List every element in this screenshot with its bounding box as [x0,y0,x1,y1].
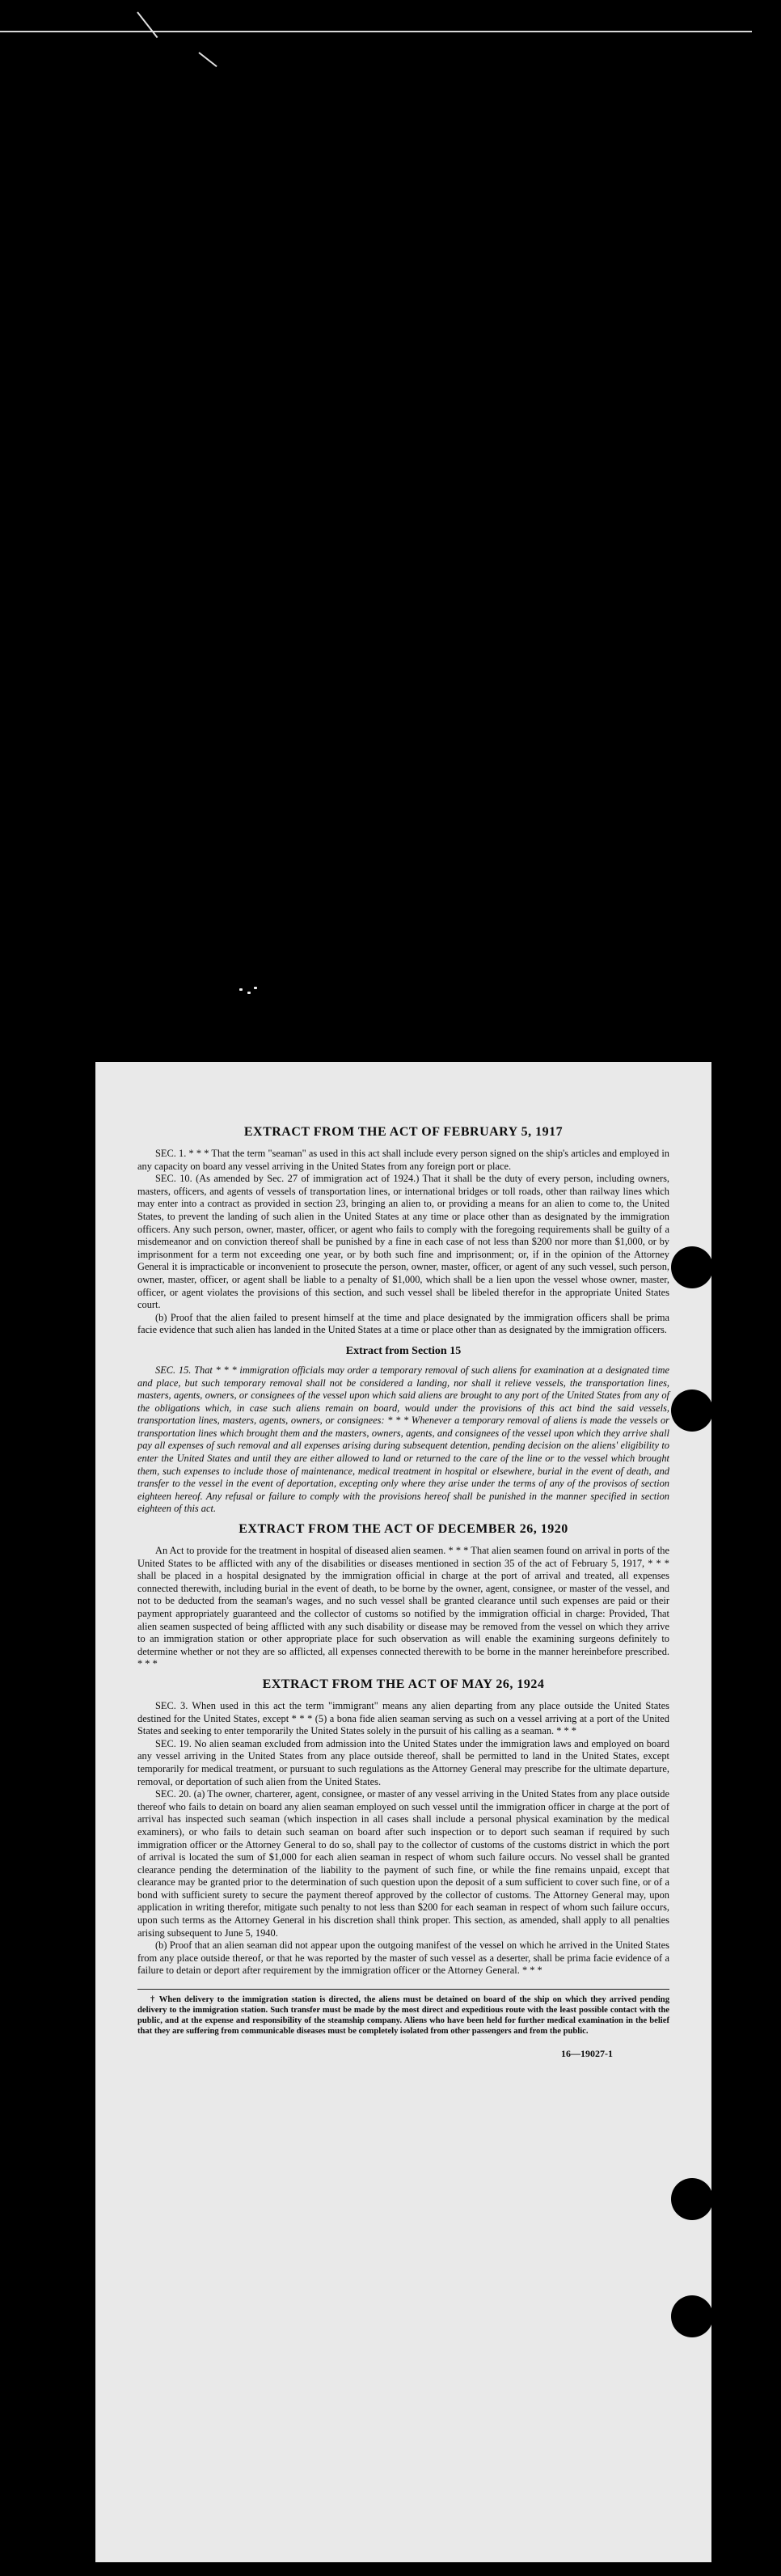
section-heading-1924: EXTRACT FROM THE ACT OF MAY 26, 1924 [262,1677,545,1691]
scan-edge-line [0,31,752,32]
paragraph-sec10b: (b) Proof that the alien failed to present himself at the time and place designated by the immigration officers shall be prima facie evidence that such alien has landed in the United States at a time or place other than as designated by the immigration officers. [137,1311,669,1336]
scan-speck [254,987,257,989]
paragraph-sec1: SEC. 1. * * * That the term "seaman" as used in this act shall include every person signed on the ship's articles and employed in any capacity on board any vessel arriving in the United States from any foreign port or place. [137,1148,669,1172]
punch-hole [671,2178,713,2220]
paragraph-sec20b: (b) Proof that an alien seaman did not appear upon the outgoing manifest of the vessel on which he arrived in the United States from any place outside thereof, or that he was reported by the master of such vessel as a deserter, shall be prima facie evidence of a failure to detain or deport after requirement by the immigration officer or the Attorney General. * * * [137,1939,669,1977]
footnote-divider [137,1989,669,1990]
scan-artifact [198,52,217,67]
paragraph-sec19: SEC. 19. No alien seaman excluded from admission into the United States under the immigration laws and employed on board any vessel arriving in the United States from any place outside thereof, shall be permitted to land in the United States, except temporarily for medical treatment, or pursuant to such regulations as the Attorney General may prescribe for the ultimate departure, removal, or deportation of such alien from the United States. [137,1737,669,1787]
section-heading-1917: EXTRACT FROM THE ACT OF FEBRUARY 5, 1917 [243,1125,564,1139]
scan-speck [239,988,243,991]
paragraph-sec3: SEC. 3. When used in this act the term "immigrant" means any alien departing from any place outside the United States destined for the United States, except * * * (5) a bona fide alien seaman serving as such on a vessel arriving at a port of the United States and seeking to enter temporarily the United States solely in the pursuit of his calling as a seaman. * * * [137,1699,669,1737]
section-heading-sec15: Extract from Section 15 [345,1344,462,1357]
paragraph-1920-act: An Act to provide for the treatment in hospital of diseased alien seamen. * * * That alien seamen found on arrival in ports of the United States to be afflicted with any of the disabilities or diseases mentioned in section 35 of the act of February 5, 1917, * * * shall be placed in a hospital designated by the immigration official in charge at the port of arrival and treated, all expenses connected therewith, including burial in the event of death, to be borne by the owner, agent, consignee, or master of the vessel, and not to be deducted from the seaman's wages, and no such vessel shall be granted clearance until such expenses are paid or their payment appropriately guaranteed and the collector of customs so notified by the immigration official in charge: Provided, That alien seamen suspected of being afflicted with any such disability or disease may be removed from the vessel on which they arrive to an immigration station or other appropriate place for such observation as will enable the examining surgeons definitely to determine whether or not they are so afflicted, all expenses connected therewith to be borne in the manner hereinbefore prescribed. * * * [137,1545,669,1670]
scan-artifact [137,11,158,38]
punch-hole [671,2295,713,2337]
punch-hole [671,1390,713,1432]
footnote: † When delivery to the immigration station is directed, the aliens must be detained on board of the ship on which they arrived pending delivery to the immigration station. Such transfer must be made by the most direct and expeditious route with the least possible contact with the public, and at the expense and responsibility of the steamship company. Aliens who have been held for further medical examination in the belief that they are suffering from communicable diseases must be completely isolated from other passengers and from the public. [137,1995,669,2037]
punch-hole [671,1246,713,1288]
paragraph-sec10: SEC. 10. (As amended by Sec. 27 of immigration act of 1924.) That it shall be the duty of every person, including owners, masters, officers, and agents of vessels of transportation lines, or international bridges or toll roads, other than railway lines which may enter into a contract as provided in section 23, bringing an alien to, or providing a means for an alien to come to, the United States, to prevent the landing of such alien in the United States at any time or place other than as designated by the immigration officers. Any such person, owner, master, officer, or agent who fails to comply with the foregoing requirements shall be guilty of a misdemeanor and on conviction thereof shall be punished by a fine in each case of not less than $200 nor more than $1,000, or by imprisonment for a term not exceeding one year, or by both such fine and imprisonment; or, if in the opinion of the Attorney General it is impracticable or inconvenient to prosecute the person, owner, master, officer, or agent of any such vessel, such person, owner, master, officer, or agent shall be liable to a penalty of $1,000, which shall be a lien upon the vessel whose owner, master, officer, or agent violates the provisions of this section, and such vessel shall be libeled therefor in the appropriate United States court. [137,1173,669,1311]
section-heading-1920: EXTRACT FROM THE ACT OF DECEMBER 26, 1920 [239,1522,568,1537]
form-number: 16—19027-1 [561,2048,613,2060]
scan-speck [247,992,251,994]
document-page [95,1062,711,2562]
paragraph-sec15: SEC. 15. That * * * immigration officials may order a temporary removal of such aliens for examination at a designated time and place, but such temporary removal shall not be considered a landing, nor shall it relieve vessels, the transportation lines, masters, agents, owners, or consignees of the vessel upon which said aliens are brought to any port of the United States from any of the obligations which, in case such aliens remain on board, would under the provisions of this act bind the said vessels, transportation lines, masters, agents, owners, or consignees: * * * Whenever a temporary removal of aliens is made the vessels or transportation lines which brought them and the masters, owners, agents, and consignees of the vessel upon which they arrive shall pay all expenses of such removal and all expenses arising during subsequent detention, pending decision on the aliens' eligibility to enter the United States and until they are either allowed to land or returned to the care of the line or to the vessel which brought them, such expenses to include those of maintenance, medical treatment in hospital or elsewhere, burial in the event of death, and transfer to the vessel in the event of deportation, excepting only where they arise under the terms of any of the provisos of section eighteen hereof. Any refusal or failure to comply with the provisions hereof shall be punished in the manner specified in section eighteen of this act. [137,1364,669,1515]
paragraph-sec20a: SEC. 20. (a) The owner, charterer, agent, consignee, or master of any vessel arriving in the United States from any place outside thereof who fails to detain on board any alien seaman employed on such vessel until the immigration officer in charge at the port of arrival has inspected such seaman (which inspection in all cases shall include a personal physical examination by the medical examiners), or who fails to detain such seaman on board after such inspection or to deport such seaman if required by such immigration officer or the Attorney General to do so, shall pay to the collector of customs of the customs district in which the port of arrival is located the sum of $1,000 for each alien seaman in respect of whom such failure occurs. No vessel shall be granted clearance pending the determination of the liability to the payment of such fine, or while the fine remains unpaid, except that clearance may be granted prior to the determination of such question upon the deposit of a sum sufficient to cover such fine, or of a bond with sufficient surety to secure the payment thereof approved by the collector of customs. The Attorney General may, upon application in writing therefor, mitigate such penalty to not less than $200 for each seaman in respect of whom such failure occurs, upon such terms as the Attorney General in his discretion shall think proper. This section, as amended, shall apply to all penalties arising subsequent to June 5, 1940. [137,1788,669,1939]
